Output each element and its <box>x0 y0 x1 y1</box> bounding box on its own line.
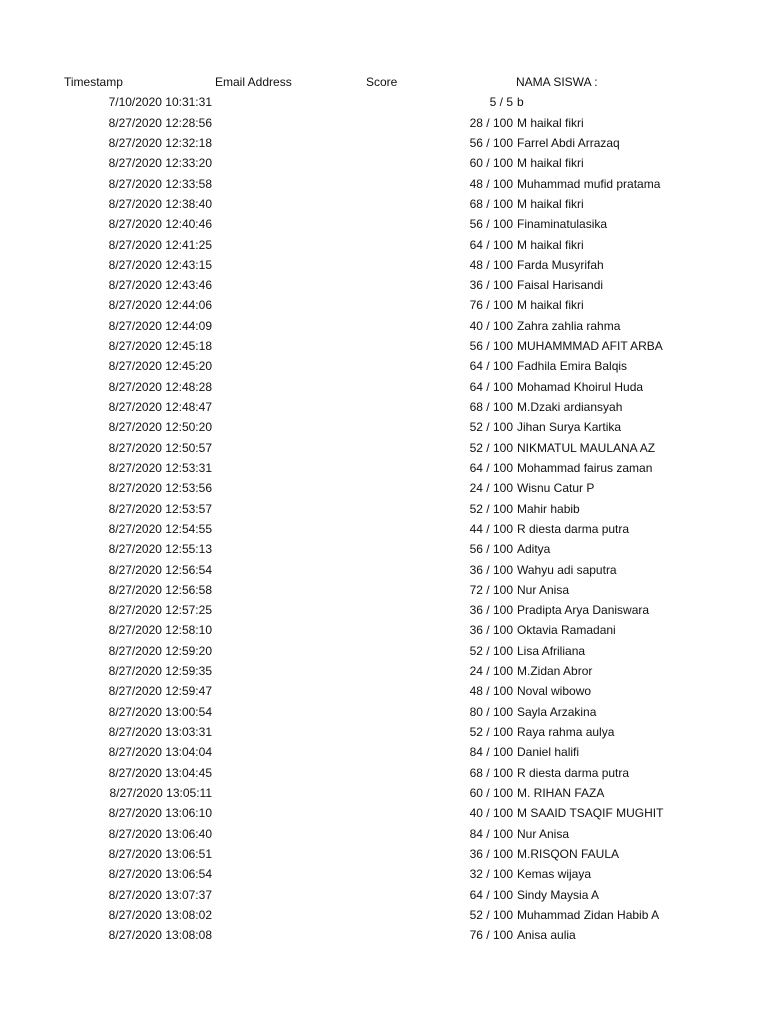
table-row <box>0 478 768 498</box>
spreadsheet <box>0 72 768 945</box>
score-cell: 48 / 100 <box>469 176 513 191</box>
score-cell: 36 / 100 <box>469 623 513 638</box>
score-cell: 24 / 100 <box>469 664 513 679</box>
name-cell: Fadhila Emira Balqis <box>517 359 628 374</box>
table-row <box>0 539 768 559</box>
name-cell: b <box>517 95 524 110</box>
timestamp-cell: 8/27/2020 12:43:15 <box>108 257 212 272</box>
name-cell: MUHAMMMAD AFIT ARBA <box>517 339 663 354</box>
timestamp-cell: 8/27/2020 12:40:46 <box>108 217 212 232</box>
timestamp-cell: 8/27/2020 12:53:56 <box>108 481 212 496</box>
score-cell: 64 / 100 <box>469 460 513 475</box>
table-row <box>0 864 768 884</box>
table-row <box>0 519 768 539</box>
timestamp-cell: 8/27/2020 13:06:40 <box>108 826 212 841</box>
name-cell: Pradipta Arya Daniswara <box>517 603 650 618</box>
timestamp-cell: 8/27/2020 12:48:47 <box>108 400 212 414</box>
timestamp-cell: 8/27/2020 13:07:37 <box>108 887 212 902</box>
name-cell: Jihan Surya Kartika <box>517 420 622 435</box>
name-cell: Finaminatulasika <box>517 217 608 232</box>
timestamp-cell: 8/27/2020 12:59:20 <box>108 643 212 658</box>
timestamp-cell: 8/27/2020 12:58:10 <box>108 623 212 638</box>
table-row <box>0 174 768 194</box>
name-cell: Mohamad Khoirul Huda <box>517 379 644 394</box>
name-cell: Wahyu adi saputra <box>517 562 617 577</box>
name-cell: Mahir habib <box>517 501 580 516</box>
name-cell: R diesta darma putra <box>517 765 630 780</box>
table-row <box>0 905 768 925</box>
table-row <box>0 783 768 803</box>
score-cell: 52 / 100 <box>469 420 513 435</box>
table-row <box>0 702 768 722</box>
score-cell: 52 / 100 <box>469 907 513 922</box>
timestamp-cell: 8/27/2020 12:43:46 <box>108 278 212 293</box>
name-cell: Sayla Arzakina <box>517 704 597 719</box>
name-cell: Muhammad mufid pratama <box>517 176 661 191</box>
timestamp-cell: 8/27/2020 12:45:20 <box>108 359 212 374</box>
score-cell: 56 / 100 <box>469 217 513 232</box>
score-cell: 36 / 100 <box>469 278 513 293</box>
name-cell: Faisal Harisandi <box>517 278 604 293</box>
timestamp-cell: 8/27/2020 13:04:45 <box>108 765 212 780</box>
timestamp-cell: 8/27/2020 12:57:25 <box>108 603 212 618</box>
timestamp-cell: 8/27/2020 12:33:20 <box>108 156 212 171</box>
name-cell: Anisa aulia <box>517 928 576 943</box>
table-row <box>0 92 768 112</box>
timestamp-cell: 8/27/2020 12:50:20 <box>108 420 212 435</box>
name-cell: Raya rahma aulya <box>517 725 615 739</box>
table-row <box>0 560 768 580</box>
table-row <box>0 722 768 742</box>
timestamp-cell: 8/27/2020 12:54:55 <box>108 521 212 536</box>
timestamp-cell: 8/27/2020 12:44:09 <box>108 318 212 333</box>
timestamp-cell: 8/27/2020 13:05:11 <box>109 785 212 800</box>
timestamp-cell: 8/27/2020 12:56:58 <box>108 582 212 597</box>
timestamp-cell: 8/27/2020 12:45:18 <box>108 339 212 354</box>
header-nama-siswa: NAMA SISWA : <box>516 75 598 89</box>
timestamp-cell: 8/27/2020 12:56:54 <box>108 562 212 577</box>
timestamp-cell: 8/27/2020 12:48:28 <box>108 379 212 394</box>
timestamp-cell: 7/10/2020 10:31:31 <box>108 95 212 110</box>
timestamp-cell: 8/27/2020 12:50:57 <box>108 440 212 455</box>
table-row <box>0 803 768 823</box>
table-row <box>0 742 768 762</box>
table-row <box>0 925 768 945</box>
table-row <box>0 113 768 133</box>
table-row <box>0 438 768 458</box>
score-cell: 36 / 100 <box>469 846 513 861</box>
name-cell: Oktavia Ramadani <box>517 623 616 638</box>
score-cell: 68 / 100 <box>469 196 513 211</box>
timestamp-cell: 8/27/2020 12:41:25 <box>108 237 212 252</box>
name-cell: Aditya <box>517 542 551 557</box>
score-cell: 28 / 100 <box>469 115 513 130</box>
name-cell: Noval wibowo <box>517 684 592 699</box>
table-row <box>0 356 768 376</box>
score-cell: 56 / 100 <box>469 542 513 557</box>
header-timestamp: Timestamp <box>64 75 123 89</box>
score-cell: 64 / 100 <box>469 237 513 252</box>
table-row <box>0 235 768 255</box>
name-cell: R diesta darma putra <box>517 521 630 536</box>
table-row <box>0 377 768 397</box>
name-cell: Mohammad fairus zaman <box>517 460 653 475</box>
name-cell: M. RIHAN FAZA <box>517 785 605 800</box>
table-row <box>0 499 768 519</box>
table-body <box>0 92 768 945</box>
name-cell: M.RISQON FAULA <box>517 846 620 861</box>
name-cell: Zahra zahlia rahma <box>517 318 621 333</box>
score-cell: 52 / 100 <box>469 643 513 658</box>
name-cell: Lisa Afriliana <box>517 643 586 658</box>
table-row <box>0 458 768 478</box>
table-row <box>0 316 768 336</box>
table-row <box>0 214 768 234</box>
name-cell: Muhammad Zidan Habib A <box>517 907 660 922</box>
score-cell: 72 / 100 <box>469 582 513 597</box>
score-cell: 68 / 100 <box>469 765 513 780</box>
score-cell: 40 / 100 <box>469 806 513 821</box>
timestamp-cell: 8/27/2020 12:53:31 <box>108 460 212 475</box>
timestamp-cell: 8/27/2020 12:59:35 <box>108 664 212 679</box>
score-cell: 52 / 100 <box>469 725 513 739</box>
header-row <box>0 72 768 92</box>
name-cell: NIKMATUL MAULANA AZ <box>517 440 656 455</box>
table-row <box>0 620 768 640</box>
name-cell: M haikal fikri <box>517 115 584 130</box>
name-cell: M haikal fikri <box>517 237 584 252</box>
score-cell: 52 / 100 <box>469 501 513 516</box>
score-cell: 64 / 100 <box>469 887 513 902</box>
timestamp-cell: 8/27/2020 13:00:54 <box>108 704 212 719</box>
table-row <box>0 580 768 600</box>
table-row <box>0 194 768 214</box>
timestamp-cell: 8/27/2020 12:32:18 <box>108 135 212 150</box>
name-cell: Nur Anisa <box>517 826 570 841</box>
table-row <box>0 824 768 844</box>
name-cell: Nur Anisa <box>517 582 570 597</box>
name-cell: M.Zidan Abror <box>517 664 593 679</box>
timestamp-cell: 8/27/2020 13:06:51 <box>108 846 212 861</box>
table-row <box>0 600 768 620</box>
name-cell: M.Dzaki ardiansyah <box>517 400 623 414</box>
table-row <box>0 661 768 681</box>
table-row <box>0 763 768 783</box>
table-row <box>0 397 768 417</box>
score-cell: 5 / 5 <box>489 95 513 110</box>
timestamp-cell: 8/27/2020 13:06:10 <box>108 806 212 821</box>
score-cell: 48 / 100 <box>469 684 513 699</box>
score-cell: 64 / 100 <box>469 379 513 394</box>
table-row <box>0 133 768 153</box>
score-cell: 40 / 100 <box>469 318 513 333</box>
name-cell: M SAAID TSAQIF MUGHIT <box>517 806 664 821</box>
table-row <box>0 336 768 356</box>
timestamp-cell: 8/27/2020 12:53:57 <box>108 501 212 516</box>
name-cell: M haikal fikri <box>517 298 584 313</box>
score-cell: 56 / 100 <box>469 339 513 354</box>
name-cell: Daniel halifi <box>517 745 580 760</box>
table-row <box>0 417 768 437</box>
score-cell: 64 / 100 <box>469 359 513 374</box>
timestamp-cell: 8/27/2020 12:55:13 <box>108 542 212 557</box>
timestamp-cell: 8/27/2020 12:59:47 <box>108 684 212 699</box>
timestamp-cell: 8/27/2020 12:28:56 <box>108 115 212 130</box>
timestamp-cell: 8/27/2020 12:33:58 <box>108 176 212 191</box>
table-row <box>0 885 768 905</box>
header-email-address: Email Address <box>215 75 292 89</box>
table-row <box>0 153 768 173</box>
name-cell: Sindy Maysia A <box>517 887 600 902</box>
name-cell: Wisnu Catur P <box>517 481 595 496</box>
score-cell: 84 / 100 <box>469 826 513 841</box>
timestamp-cell: 8/27/2020 13:06:54 <box>108 867 212 882</box>
score-cell: 44 / 100 <box>469 521 513 536</box>
table-row <box>0 844 768 864</box>
header-score: Score <box>366 75 398 89</box>
table-row <box>0 255 768 275</box>
score-cell: 60 / 100 <box>469 156 513 171</box>
score-cell: 68 / 100 <box>469 400 513 414</box>
name-cell: M haikal fikri <box>517 156 584 171</box>
timestamp-cell: 8/27/2020 13:04:04 <box>108 745 212 760</box>
score-cell: 76 / 100 <box>469 928 513 943</box>
table-row <box>0 641 768 661</box>
table-row <box>0 681 768 701</box>
score-cell: 32 / 100 <box>469 867 513 882</box>
table-row <box>0 275 768 295</box>
name-cell: Kemas wijaya <box>517 867 592 882</box>
score-cell: 56 / 100 <box>469 135 513 150</box>
timestamp-cell: 8/27/2020 13:03:31 <box>108 725 212 739</box>
timestamp-cell: 8/27/2020 12:38:40 <box>108 196 212 211</box>
table-row <box>0 295 768 315</box>
score-cell: 36 / 100 <box>469 562 513 577</box>
score-cell: 60 / 100 <box>469 785 513 800</box>
score-cell: 52 / 100 <box>469 440 513 455</box>
score-cell: 48 / 100 <box>469 257 513 272</box>
score-cell: 84 / 100 <box>469 745 513 760</box>
score-cell: 76 / 100 <box>469 298 513 313</box>
timestamp-cell: 8/27/2020 13:08:02 <box>108 907 212 922</box>
name-cell: Farrel Abdi Arrazaq <box>517 135 620 150</box>
score-cell: 24 / 100 <box>469 481 513 496</box>
timestamp-cell: 8/27/2020 13:08:08 <box>108 928 212 943</box>
score-cell: 80 / 100 <box>469 704 513 719</box>
timestamp-cell: 8/27/2020 12:44:06 <box>108 298 212 313</box>
score-cell: 36 / 100 <box>469 603 513 618</box>
name-cell: Farda Musyrifah <box>517 257 604 272</box>
name-cell: M haikal fikri <box>517 196 584 211</box>
